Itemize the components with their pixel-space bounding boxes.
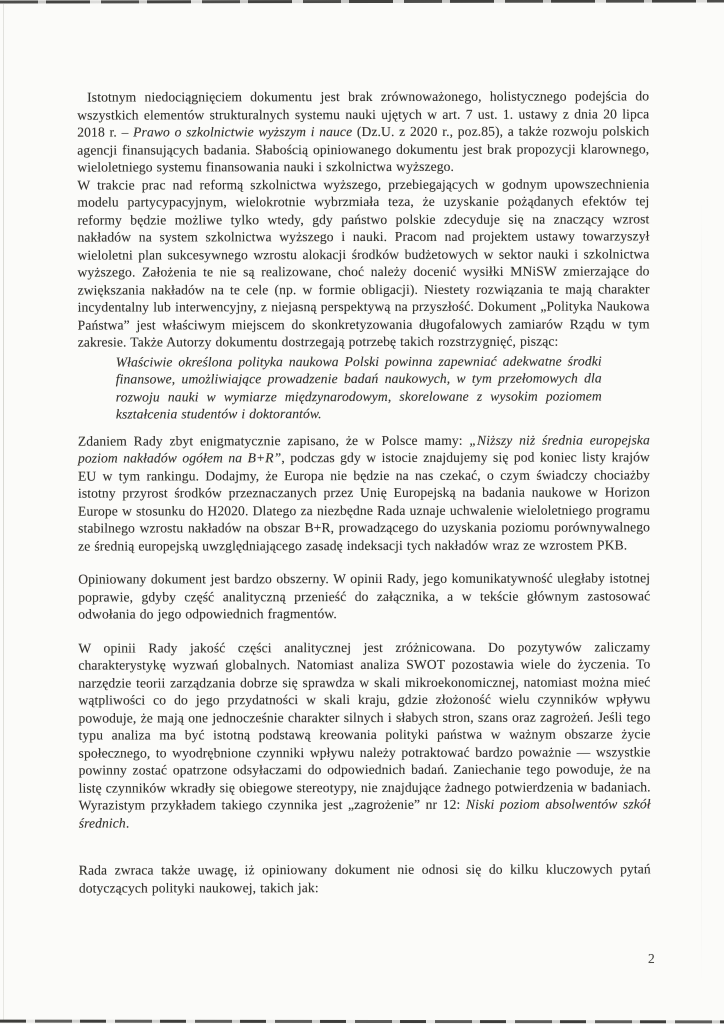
scan-artifact-right-edge [701,200,702,984]
paragraph-1-text: Istotnym niedociągnięciem dokumentu jest brak zrównoważonego, holistycznego podejścia do wszystkich elementów strukturalnych systemu nauki ujętych w art. 7 ust. 1. ustawy z dnia 20 lipca 2018 r. [77,88,650,140]
paragraph-3-text: Zdaniem Rady zbyt enigmatycznie zapisano, że w Polsce mamy: [77,432,470,449]
paragraph-5 [78,638,650,832]
scan-artifact-bottom-edge [0,1020,724,1024]
paragraph-3-text-cont: , podczas gdy w istocie znajdujemy się pod koniec listy krajów EU w tym rankingu. Dodajmy, że Europa nie będzie na nas czekać, o czym świadczy chociażby istotny przyrost środków przeznaczanych przez Unię Europejską na badania naukowe w Horizon Europe w stosunku do H2020. Dlatego za niezbędne Rada uznaje uchwalenie wieloletniego programu stabilnego wzrostu nakładów na obszar B+R, prowadzącego do uzyskania poziomu porównywalnego ze średnią europejską uwzględniającego zasadę indeksacji tych nakładów wraz ze wzrostem PKB. [77,449,651,554]
paragraph-2: W trakcie prac nad reformą szkolnictwa wyższego, przebiegających w godnym upowszechnienia modelu partycypacyjnym, wielokrotnie wybrzmiała teza, że uzyskanie pożądanych efektów tej reformy będzie możliwe tylko wtedy, gdy państwo polskie zdecyduje się na znaczący wzrost nakładów na system szkolnictwa wyższego i nauki. Pracom nad projektem ustawy towarzyszył wieloletni plan sukcesywnego wzrostu alokacji środków budżetowych w sektor nauki i szkolnictwa wyższego. Założenia te nie są realizowane, choć należy docenić wysiłki MNiSW zmierzające do zwiększania nakładów na te cele (np. w formie obligacji). Niestety rozwiązania te mają charakter incydentalny lub interwencyjny, z niejasną perspektywą na przyszłość. Dokument „Polityka Naukowa Państwa” jest właściwym miejscem do skonkretyzowania długofalowych zamiarów Rządu w tym zakresie. Także Autorzy dokumentu dostrzegają potrzebę takich rozstrzygnięć, pisząc: [77,175,650,350]
paragraph-5-text-end: . [125,814,130,830]
page-number: 2 [648,951,655,966]
scan-artifact-left-edge [3,4,4,1020]
paragraph-3 [78,431,650,555]
paragraph-1 [77,87,649,176]
paragraph-5-text: W opinii Rady jakość części analitycznej jest zróżnicowana. Do pozytywów zaliczamy charakterystykę wyzwań globalnych. Natomiast analiza SWOT pozostawia wiele do życzenia. To narzędzie teorii zarządzania dobrze się sprawdza w skali mikroekonomicznej, natomiast można mieć wątpliwości co do jego przydatności w skali kraju, gdzie złożoność wielu czynników wpływu powoduje, że mają one jednocześnie charakter silnych i słabych stron, szans oraz zagrożeń. Jeśli tego typu analiza ma być istotną podstawą kreowania polityki państwa w ważnym obszarze życie społecznego, to wyodrębnione czynniki wpływu należy potraktować bardzo poważnie — wszystkie powinny zostać opatrzone odsyłaczami do odpowiednich badań. Zaniechanie tego powoduje, że na listę czynników wkradły się obiegowe stereotypy, nie znajdujące żadnego potwierdzenia w badaniach. Wyrazistym przykładem takiego czynnika jest „zagrożenie” nr 12: [78,638,651,813]
paragraph-1-law-title-italic: – Prawo o szkolnictwie wyższym i nauce [121,124,353,140]
blockquote-policy-citation: Właściwie określona polityka naukowa Polski powinna zapewniać adekwatne środki finansowe, umożliwiające prowadzenie badań naukowych, w tym przełomowych dla rozwoju nauki w wymiarze międzynarodowym, skorelowane z wysokim poziomem kształcenia studentów i doktorantów. [115,353,602,422]
paragraph-6: Rada zwraca także uwagę, iż opiniowany dokument nie odnosi się do kilku kluczowych pytań dotyczących polityki naukowej, takich jak: [78,861,651,896]
document-text-block [77,87,651,896]
paragraph-4: Opiniowany dokument jest bardzo obszerny. W opinii Rady, jego komunikatywność uległaby istotnej poprawie, gdyby część analityczną przenieść do załącznika, a w tekście głównym zastosować odwołania do jego odpowiednich fragmentów. [78,570,651,622]
paragraph-3-quote-italic: „Niższy niż średnia europejska poziom nakładów ogółem na B+R” [77,431,650,466]
paragraph-1-text-cont: (Dz.U. z 2020 r., poz.85), a także rozwoju polskich agencji finansujących badania. Słabością opiniowanego dokumentu jest brak propozycji klarownego, wieloletniego systemu finansowania nauki i szkolnictwa wyższego. [77,123,650,175]
scan-artifact-top-edge [0,0,724,4]
paragraph-5-threat-italic: Niski poziom absolwentów szkół średnich [78,796,651,831]
